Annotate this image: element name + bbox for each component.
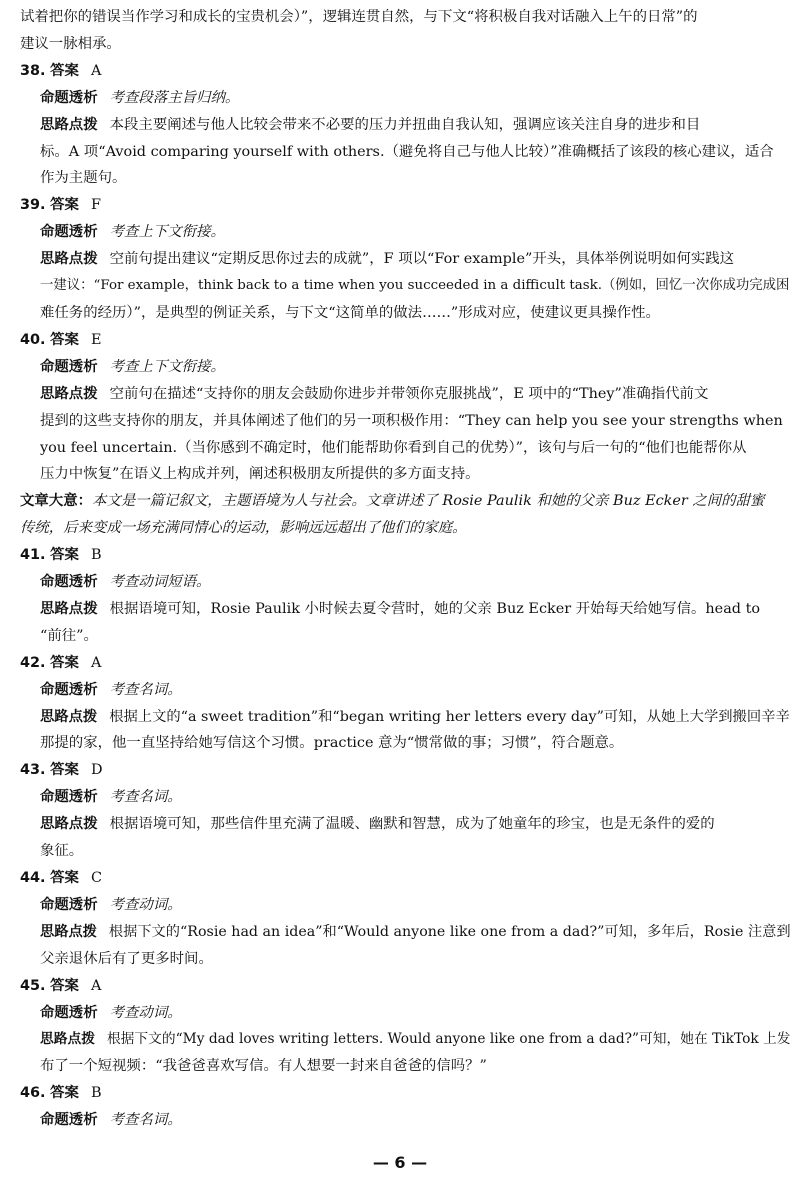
- answer-41-header: 41. 答案 B: [20, 547, 102, 564]
- answer-38-header: 38. 答案 A: [20, 62, 102, 79]
- page-number: — 6 —: [372, 1153, 428, 1172]
- answer-38-hint-2: 标。A 项“Avoid comparing yourself with others.（避免将自己与他人比较）”准确概括了该段的核心建议，适合: [40, 143, 774, 160]
- answer-46-header: 46. 答案 B: [20, 1085, 102, 1102]
- answer-40-value: E: [90, 331, 102, 348]
- answer-43-hint-2: 象征。: [40, 843, 84, 860]
- summary-label: 文章大意：: [20, 493, 93, 510]
- answer-39-hint-1: 思路点拨 空前句提出建议“定期反思你过去的成就”，F 项以“For example”开头，具体举例说明如何实践这: [40, 251, 735, 268]
- answer-40-hint-1: 思路点拨 空前句在描述“支持你的朋友会鼓励你进步并带领你克服挑战”，E 项中的“They”准确指代前文: [40, 385, 709, 402]
- answer-44-hint-1: 思路点拨 根据下文的“Rosie had an idea”和“Would anyone like one from a dad?”可知，多年后，Rosie 注意到: [40, 923, 791, 940]
- article-summary-line-2: 传统，后来变成一场充满同情心的运动，影响远远超出了他们的家庭。: [20, 520, 467, 537]
- answer-43-hint-1: 思路点拨 根据语境可知，那些信件里充满了温暖、幽默和智慧，成为了她童年的珍宝，也是无条件的爱的: [40, 816, 715, 833]
- answer-42-hint-1: 思路点拨 根据上文的“a sweet tradition”和“began writing her letters every day”可知，从她上大学到搬回辛辛: [40, 708, 790, 725]
- answer-38-analysis: 命题透析 考查段落主旨归纳。: [40, 89, 240, 106]
- answer-42-value: A: [90, 654, 102, 671]
- answer-40-hint-4: 压力中恢复”在语义上构成并列，阐述积极朋友所提供的多方面支持。: [40, 466, 480, 483]
- answer-43-analysis: 命题透析 考查名词。: [40, 789, 182, 806]
- answer-46-value: B: [90, 1085, 102, 1102]
- answer-41-hint-1: 思路点拨 根据语境可知，Rosie Paulik 小时候去夏令营时，她的父亲 Buz Ecker 开始每天给她写信。head to: [40, 600, 761, 617]
- intro-line-2: 建议一脉相承。: [20, 35, 121, 52]
- answer-42-header: 42. 答案 A: [20, 654, 102, 671]
- answer-45-hint-2: 布了一个短视频：“我爸爸喜欢写信。有人想要一封来自爸爸的信吗？”: [40, 1058, 487, 1075]
- answer-38-hint-1: 思路点拨 本段主要阐述与他人比较会带来不必要的压力并扭曲自我认知，强调应该关注自身的进步和目: [40, 116, 701, 133]
- answer-39-header: 39. 答案 F: [20, 197, 101, 214]
- answer-45-header: 45. 答案 A: [20, 977, 102, 994]
- answer-38-hint-3: 作为主题句。: [40, 170, 127, 187]
- answer-44-analysis: 命题透析 考查动词。: [40, 896, 182, 913]
- answer-40-analysis: 命题透析 考查上下文衔接。: [40, 358, 225, 375]
- answer-39-analysis: 命题透析 考查上下文衔接。: [40, 224, 225, 241]
- answer-41-value: B: [90, 547, 102, 564]
- answer-40-hint-3: you feel uncertain.（当你感到不确定时，他们能帮助你看到自己的优势）”，该句与后一句的“他们也能帮你从: [40, 439, 747, 456]
- answer-44-hint-2: 父亲退休后有了更多时间。: [40, 950, 213, 967]
- answer-43-value: D: [90, 762, 103, 779]
- answer-45-value: A: [90, 977, 102, 994]
- article-summary-line-1: 文章大意：本文是一篇记叙文，主题语境为人与社会。文章讲述了 Rosie Paulik 和她的父亲 Buz Ecker 之间的甜蜜: [20, 493, 765, 510]
- intro-line-1: 试着把你的错误当作学习和成长的宝贵机会）”，逻辑连贯自然，与下文“将积极自我对话融入上午的日常”的: [20, 9, 698, 25]
- answer-38-value: A: [90, 62, 102, 79]
- answer-43-header: 43. 答案 D: [20, 762, 103, 779]
- answer-39-hint-3: 难任务的经历）”，是典型的例证关系，与下文“这简单的做法……”形成对应，使建议更具操作性。: [40, 304, 660, 321]
- answer-39-value: F: [90, 197, 101, 214]
- answer-42-hint-2: 那提的家，他一直坚持给她写信这个习惯。practice 意为“惯常做的事；习惯”，符合题意。: [40, 735, 624, 752]
- answer-44-header: 44. 答案 C: [20, 870, 102, 886]
- answer-41-analysis: 命题透析 考查动词短语。: [40, 574, 211, 591]
- answer-45-analysis: 命题透析 考查动词。: [40, 1004, 182, 1021]
- answer-42-analysis: 命题透析 考查名词。: [40, 681, 182, 698]
- answer-46-analysis: 命题透析 考查名词。: [40, 1112, 182, 1129]
- answer-44-value: C: [90, 870, 102, 886]
- answer-40-header: 40. 答案 E: [20, 331, 102, 348]
- answer-45-hint-1: 思路点拨 根据下文的“My dad loves writing letters. Would anyone like one from a dad?”可知，她在 TikTok 上发: [40, 1031, 791, 1048]
- answer-39-hint-2: 一建议：“For example，think back to a time when you succeeded in a difficult task.（例如，回忆一次你成功完成困: [40, 278, 790, 294]
- answer-40-hint-2: 提到的这些支持你的朋友，并具体阐述了他们的另一项积极作用：“They can help you see your strengths when: [40, 412, 783, 429]
- answer-41-hint-2: “前往”。: [40, 627, 98, 644]
